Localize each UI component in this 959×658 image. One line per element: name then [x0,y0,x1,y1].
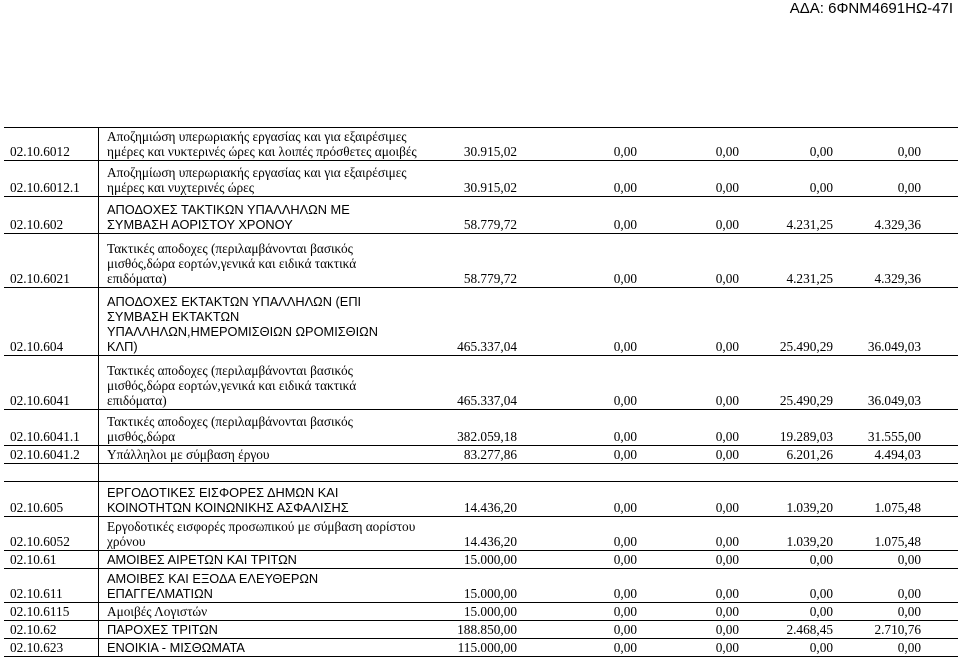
account-code: 02.10.6041 [10,393,70,408]
amount-v4: 1.039,20 [786,534,833,549]
amount-v2: 0,00 [613,144,637,159]
amount-v1: 30.915,02 [463,180,517,195]
table-row [0,409,959,445]
amount-v3: 0,00 [715,586,739,601]
account-code: 02.10.6021 [10,271,70,286]
description-line: ΑΠΟΔΟΧΕΣ ΤΑΚΤΙΚΩΝ ΥΠΑΛΛΗΛΩΝ ΜΕ [107,202,350,217]
amount-v3: 0,00 [715,271,739,286]
amount-v1: 115.000,00 [457,640,517,655]
table-row [0,481,959,516]
amount-v2: 0,00 [613,500,637,515]
amount-v5: 0,00 [897,180,921,195]
account-description [107,129,417,159]
amount-v3: 0,00 [715,534,739,549]
account-code: 02.10.604 [10,339,64,354]
description-line: ΣΥΜΒΑΣΗ ΑΟΡΙΣΤΟΥ ΧΡΟΝΟΥ [107,217,293,232]
description-line: ΕΝΟΙΚΙΑ - ΜΙΣΘΩΜΑΤΑ [107,640,245,655]
description-line: ΕΡΓΟΔΟΤΙΚΕΣ ΕΙΣΦΟΡΕΣ ΔΗΜΩΝ ΚΑΙ [107,485,339,500]
amount-v5: 4.329,36 [874,271,921,286]
account-code: 02.10.605 [10,500,64,515]
account-description [107,622,218,637]
account-description [107,241,356,286]
amount-v2: 0,00 [613,604,637,619]
amount-v4: 2.468,45 [786,622,833,637]
amount-v1: 14.436,20 [463,534,517,549]
amount-v5: 0,00 [897,144,921,159]
description-line: μισθός,δώρα εορτών,γενικά και ειδικά τακτικά [107,378,357,393]
description-line: ΕΠΑΓΓΕΛΜΑΤΙΩΝ [107,586,213,601]
amount-v5: 4.329,36 [874,217,921,232]
account-description [107,165,407,195]
amount-v2: 0,00 [613,339,637,354]
amount-v4: 0,00 [809,586,833,601]
account-description [107,571,318,601]
account-code: 02.10.6041.2 [10,447,80,462]
amount-v3: 0,00 [715,447,739,462]
amount-v5: 1.075,48 [874,534,921,549]
amount-v5: 36.049,03 [867,339,921,354]
table-row [0,233,959,287]
amount-v5: 0,00 [897,552,921,567]
description-line: ΑΠΟΔΟΧΕΣ ΕΚΤΑΚΤΩΝ ΥΠΑΛΛΗΛΩΝ (ΕΠΙ [107,294,362,309]
amount-v3: 0,00 [715,144,739,159]
amount-v3: 0,00 [715,429,739,444]
amount-v4: 4.231,25 [786,217,833,232]
amount-v1: 465.337,04 [457,339,517,354]
amount-v5: 0,00 [897,640,921,655]
account-code: 02.10.6115 [10,604,70,619]
amount-v1: 465.337,04 [457,393,517,408]
description-line: ΑΜΟΙΒΕΣ ΚΑΙ ΕΞΟΔΑ ΕΛΕΥΘΕΡΩΝ [107,571,319,586]
account-description [107,640,245,655]
description-line: επιδόματα) [107,271,167,286]
amount-v2: 0,00 [613,217,637,232]
amount-v2: 0,00 [613,534,637,549]
description-line: μισθός,δώρα [107,429,176,444]
amount-v1: 58.779,72 [463,271,517,286]
table-row [0,445,959,463]
description-line: μισθός,δώρα εορτών,γενικά και ειδικά τακτικά [107,256,357,271]
account-code: 02.10.623 [10,640,64,655]
amount-v1: 14.436,20 [463,500,517,515]
description-line: ΠΑΡΟΧΕΣ ΤΡΙΤΩΝ [107,622,218,637]
amount-v4: 19.289,03 [779,429,833,444]
description-line: Αμοιβές Λογιστών [107,604,208,619]
account-description [107,604,207,619]
description-line: επιδόματα) [107,393,167,408]
description-line: ΚΟΙΝΟΤΗΤΩΝ ΚΟΙΝΩΝΙΚΗΣ ΑΣΦΑΛΙΣΗΣ [107,500,349,515]
amount-v1: 30.915,02 [463,144,517,159]
account-description [107,519,415,549]
amount-v2: 0,00 [613,586,637,601]
account-code: 02.10.6052 [10,534,70,549]
amount-v2: 0,00 [613,447,637,462]
amount-v3: 0,00 [715,552,739,567]
description-line: χρόνου [107,534,146,549]
amount-v4: 0,00 [809,180,833,195]
amount-v2: 0,00 [613,552,637,567]
amount-v3: 0,00 [715,500,739,515]
amount-v5: 36.049,03 [867,393,921,408]
table-row [0,287,959,355]
table-row [0,620,959,638]
amount-v4: 4.231,25 [786,271,833,286]
amount-v4: 0,00 [809,144,833,159]
amount-v3: 0,00 [715,640,739,655]
description-line: Τακτικές αποδοχες (περιλαμβάνονται βασικός [107,363,353,378]
account-code: 02.10.61 [10,552,57,567]
amount-v1: 15.000,00 [463,586,517,601]
amount-v1: 58.779,72 [463,217,517,232]
account-code: 02.10.62 [10,622,57,637]
table-row [0,568,959,602]
account-description [107,414,353,444]
row-divider [4,463,958,464]
amount-v3: 0,00 [715,339,739,354]
document-id: ΑΔΑ: 6ΦΝΜ4691ΗΩ-47Ι [789,0,953,17]
amount-v5: 0,00 [897,604,921,619]
amount-v5: 1.075,48 [874,500,921,515]
amount-v5: 2.710,76 [874,622,921,637]
amount-v3: 0,00 [715,604,739,619]
description-line: Αποζημίωση υπερωριακής εργασίας και για εξαιρέσιμες [107,165,407,180]
table-row [0,127,959,160]
table-row [0,160,959,196]
amount-v3: 0,00 [715,217,739,232]
table-row [0,638,959,656]
amount-v5: 0,00 [897,586,921,601]
amount-v1: 382.059,18 [457,429,517,444]
amount-v3: 0,00 [715,622,739,637]
amount-v4: 0,00 [809,604,833,619]
account-description [107,294,378,354]
description-line: Εργοδοτικές εισφορές προσωπικού με σύμβαση αορίστου [107,519,416,534]
description-line: ΑΜΟΙΒΕΣ ΑΙΡΕΤΩΝ ΚΑΙ ΤΡΙΤΩΝ [107,552,297,567]
account-description [107,485,349,515]
amount-v5: 31.555,00 [867,429,921,444]
amount-v3: 0,00 [715,393,739,408]
amount-v2: 0,00 [613,393,637,408]
description-line: Υπάλληλοι με σύμβαση έργου [107,447,270,462]
table-row [0,355,959,409]
account-code: 02.10.6012.1 [10,180,80,195]
table-row [0,196,959,233]
account-code: 02.10.602 [10,217,64,232]
description-line: ημέρες και νυχτερινές ώρες [107,180,254,195]
account-code: 02.10.611 [10,586,63,601]
amount-v4: 0,00 [809,640,833,655]
amount-v1: 83.277,86 [463,447,517,462]
description-line: ΣΥΜΒΑΣΗ ΕΚΤΑΚΤΩΝ [107,309,240,324]
amount-v3: 0,00 [715,180,739,195]
amount-v1: 15.000,00 [463,604,517,619]
row-divider [4,656,958,657]
description-line: ΥΠΑΛΛΗΛΩΝ,ΗΜΕΡΟΜΙΣΘΙΩΝ ΩΡΟΜΙΣΘΙΩΝ [107,324,378,339]
amount-v2: 0,00 [613,271,637,286]
account-description [107,202,350,232]
amount-v4: 25.490,29 [779,339,833,354]
account-code: 02.10.6041.1 [10,429,80,444]
account-description [107,447,269,462]
account-description [107,552,297,567]
amount-v5: 4.494,03 [874,447,921,462]
account-code: 02.10.6012 [10,144,70,159]
description-line: Τακτικές αποδοχες (περιλαμβάνονται βασικός [107,241,353,256]
description-line: Αποζημιώση υπερωριακής εργασίας και για εξαιρέσιμες [107,129,407,144]
description-line: Τακτικές αποδοχες (περιλαμβάνονται βασικός [107,414,353,429]
amount-v4: 0,00 [809,552,833,567]
amount-v4: 25.490,29 [779,393,833,408]
amount-v2: 0,00 [613,180,637,195]
amount-v4: 6.201,26 [786,447,833,462]
amount-v2: 0,00 [613,429,637,444]
amount-v4: 1.039,20 [786,500,833,515]
description-line: ΚΛΠ) [107,339,138,354]
amount-v1: 188.850,00 [457,622,517,637]
description-line: ημέρες και νυκτερινές ώρες και λοιπές πρόσθετες αμοιβές [107,144,417,159]
table-row [0,550,959,568]
amount-v2: 0,00 [613,640,637,655]
account-description [107,363,356,408]
amount-v2: 0,00 [613,622,637,637]
amount-v1: 15.000,00 [463,552,517,567]
table-row [0,602,959,620]
table-row [0,516,959,550]
